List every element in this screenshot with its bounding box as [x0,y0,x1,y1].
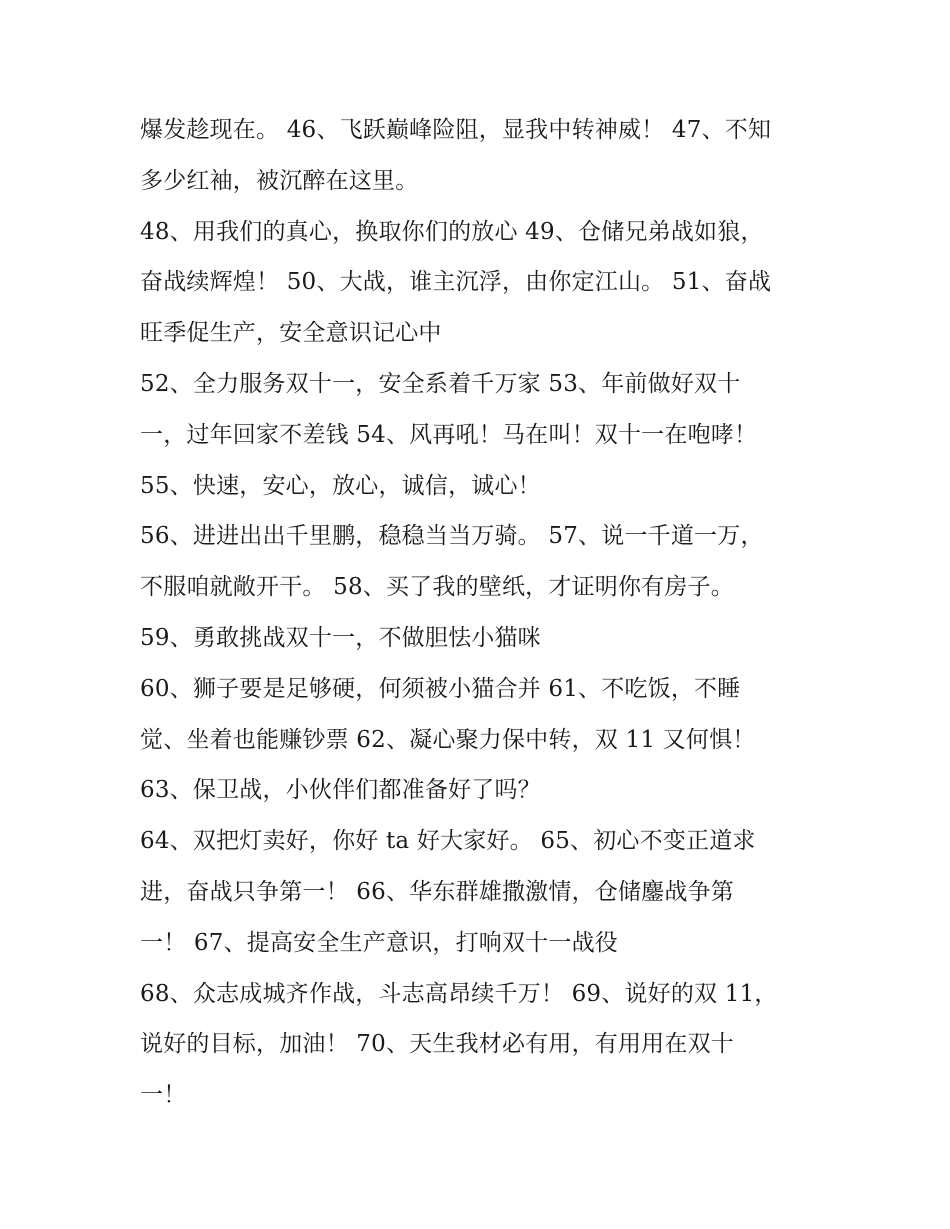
text-line: 多少红袖，被沉醉在这里。 [140,167,419,194]
text-line: 进，奋战只争第一！ 66、华东群雄撒激情，仓储鏖战争第 [140,878,734,905]
text-line: 63、保卫战，小伙伴们都准备好了吗？ [140,777,541,804]
text-line: 64、双把灯卖好，你好 ta 好大家好。 65、初心不变正道求 [140,828,756,855]
text-line: 爆发趁现在。 46、飞跃巅峰险阻，显我中转神威！ 47、不知 [140,117,772,143]
text-line: 不服咱就敞开干。 58、买了我的壁纸，才证明你有房子。 [140,574,734,601]
text-line: 一，过年回家不差钱 54、风再吼！马在叫！双十一在咆哮！ [140,421,758,448]
text-line: 55、快速，安心，放心，诚信，诚心！ [140,472,541,499]
text-line: 说好的目标，加油！ 70、天生我材必有用，有用用在双十 [140,1031,734,1058]
text-line: 旺季促生产，安全意识记心中 [140,320,442,347]
text-line: 48、用我们的真心，换取你们的放心 49、仓储兄弟战如狼， [140,218,764,245]
text-line: 一！ 67、提高安全生产意识，打响双十一战役 [140,929,618,956]
text-line: 奋战续辉煌！ 50、大战，谁主沉浮，由你定江山。 51、奋战 [140,269,772,296]
text-line: 觉、坐着也能赚钞票 62、凝心聚力保中转，双 11 又何惧！ [140,726,756,753]
text-line: 60、狮子要是足够硬，何须被小猫合并 61、不吃饭，不睡 [140,675,741,702]
text-line: 68、众志成城齐作战，斗志高昂续千万！ 69、说好的双 11， [140,980,778,1007]
text-line: 一！ [140,1082,187,1109]
text-line: 56、进进出出千里鹏，稳稳当当万骑。 57、说一千道一万， [140,523,764,550]
text-line: 59、勇敢挑战双十一，不做胆怯小猫咪 [140,624,541,651]
text-line: 52、全力服务双十一，安全系着千万家 53、年前做好双十 [140,370,741,397]
document-body [140,105,820,1121]
